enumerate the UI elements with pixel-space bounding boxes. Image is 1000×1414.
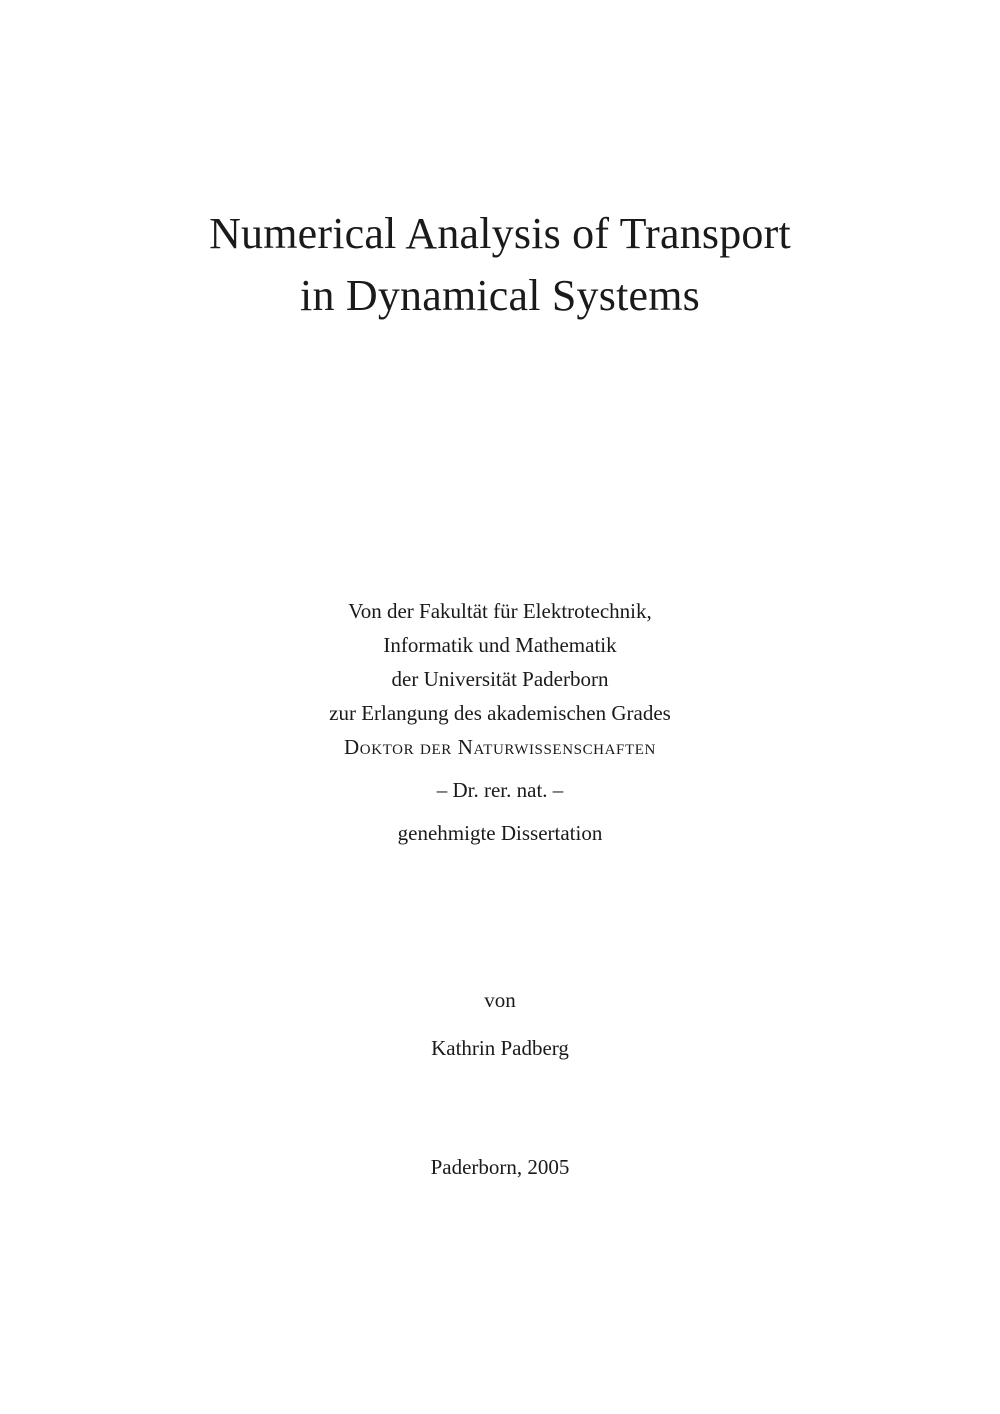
by-label: von [484, 988, 516, 1012]
degree-name: Doktor der Naturwissenschaften [344, 735, 656, 759]
author-name: Kathrin Padberg [431, 1036, 569, 1060]
faculty-line: Von der Fakultät für Elektrotechnik, [348, 599, 652, 623]
title-line-2: in Dynamical Systems [300, 271, 700, 320]
place-date: Paderborn, 2005 [430, 1155, 570, 1179]
faculty-line-2: Informatik und Mathematik [383, 633, 617, 657]
title-line-1: Numerical Analysis of Transport [209, 209, 791, 258]
university-line: der Universität Paderborn [391, 667, 609, 691]
degree-abbreviation: – Dr. rer. nat. – [436, 778, 564, 802]
purpose-line: zur Erlangung des akademischen Grades [329, 701, 671, 725]
approval-line: genehmigte Dissertation [397, 821, 603, 845]
